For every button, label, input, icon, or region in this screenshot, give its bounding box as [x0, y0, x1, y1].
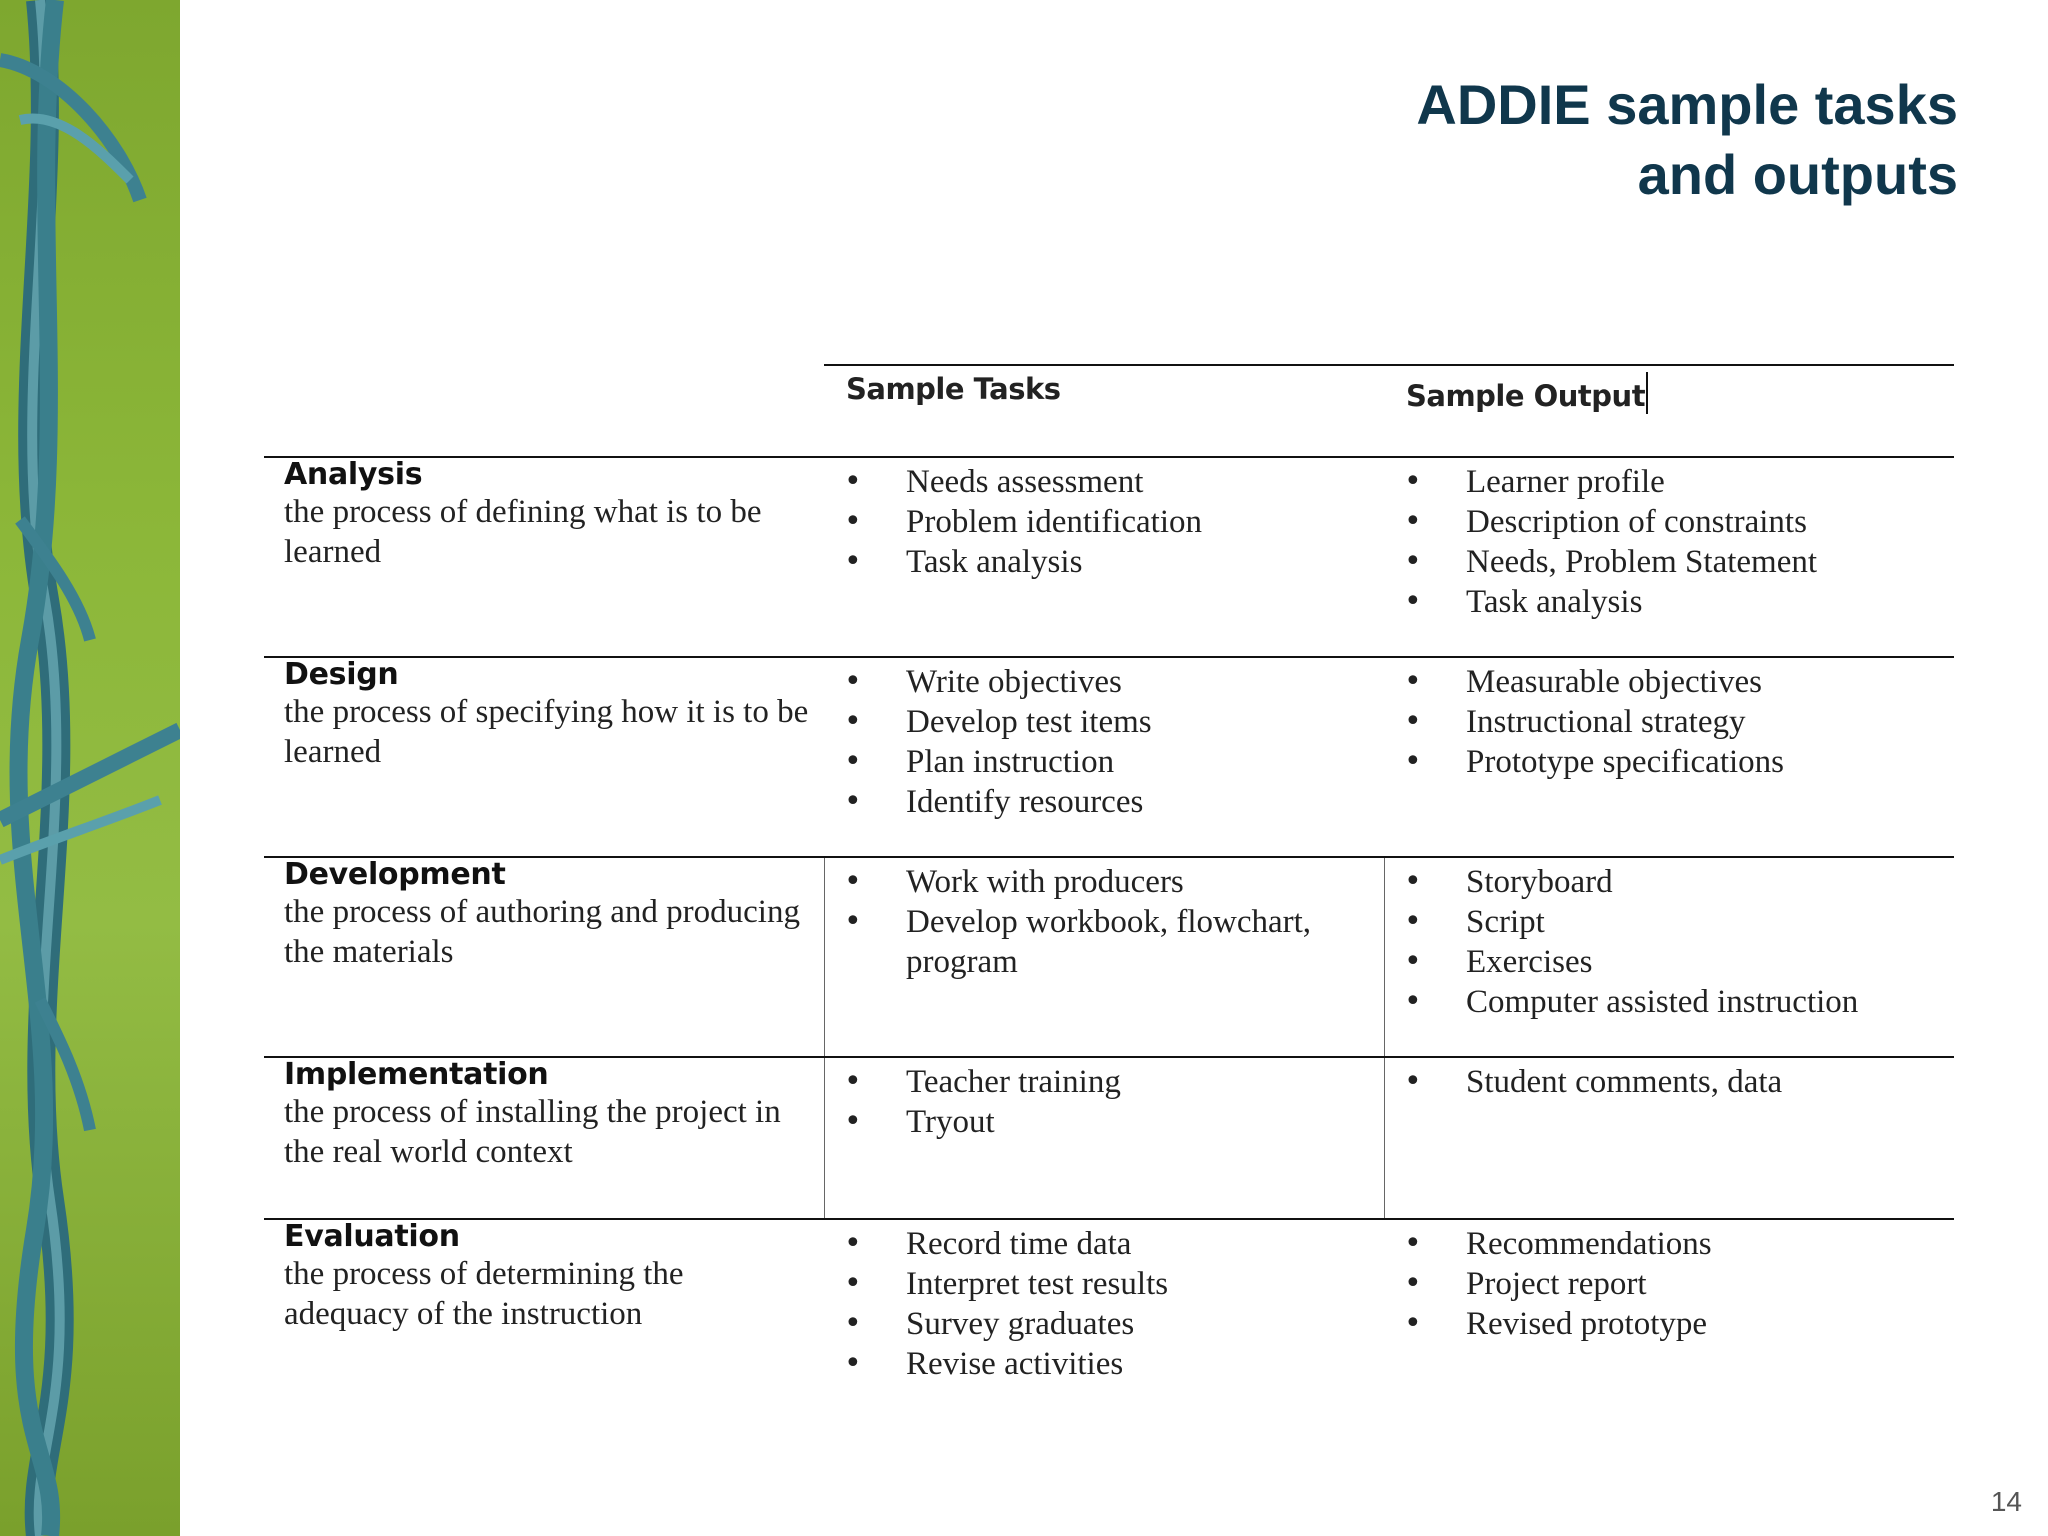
phase-name: Evaluation: [284, 1219, 460, 1254]
list-item: • Interpret test results: [844, 1264, 1384, 1304]
list-item: • Revised prototype: [1404, 1304, 1954, 1344]
table-row-analysis: [264, 456, 1954, 656]
slide-title: [1058, 70, 1958, 210]
outputs-list: [1404, 462, 1954, 622]
outputs-list: [1404, 662, 1954, 782]
column-divider: [824, 858, 825, 1056]
table-row-development: [264, 856, 1954, 1056]
table-row-design: [264, 656, 1954, 856]
text-cursor: [1646, 372, 1648, 414]
tasks-list: [844, 1062, 1384, 1142]
list-item: • Needs, Problem Statement: [1404, 542, 1954, 582]
list-item: • Identify resources: [844, 782, 1384, 822]
phase-description: the process of determining the adequacy of the instruction: [284, 1256, 684, 1332]
phase-name: Analysis: [284, 457, 423, 492]
list-item: • Storyboard: [1404, 862, 1954, 902]
list-item: • Develop workbook, flowchart, program: [844, 902, 1384, 982]
list-item: • Recommendations: [1404, 1224, 1954, 1264]
slide-title-line-2: and outputs: [1637, 143, 1958, 206]
page-number: 14: [1990, 1486, 2022, 1517]
list-item: • Instructional strategy: [1404, 702, 1954, 742]
table-row-evaluation: [264, 1218, 1954, 1400]
list-item: • Write objectives: [844, 662, 1384, 702]
list-item: • Record time data: [844, 1224, 1384, 1264]
slide-title-line-1: ADDIE sample tasks: [1416, 73, 1958, 136]
outputs-list: [1404, 1062, 1954, 1102]
phase-name: Development: [284, 857, 506, 892]
table-row-implementation: [264, 1056, 1954, 1218]
list-item: • Computer assisted instruction: [1404, 982, 1954, 1022]
list-item: • Learner profile: [1404, 462, 1954, 502]
list-item: • Teacher training: [844, 1062, 1384, 1102]
outputs-list: [1404, 1224, 1954, 1344]
list-item: • Problem identification: [844, 502, 1384, 542]
list-item: • Task analysis: [844, 542, 1384, 582]
phase-name: Design: [284, 657, 399, 692]
list-item: • Tryout: [844, 1102, 1384, 1142]
list-item: • Description of constraints: [1404, 502, 1954, 542]
tasks-list: [844, 662, 1384, 822]
list-item: • Task analysis: [1404, 582, 1954, 622]
phase-cell: [284, 858, 814, 972]
list-item: • Measurable objectives: [1404, 662, 1954, 702]
phase-cell: [284, 1058, 814, 1172]
list-item: • Needs assessment: [844, 462, 1384, 502]
column-divider: [1384, 1058, 1385, 1218]
header-sample-output: [1406, 372, 1648, 414]
header-sample-output-label: Sample Output: [1406, 379, 1646, 413]
phase-name: Implementation: [284, 1057, 549, 1092]
header-sample-tasks: Sample Tasks: [846, 372, 1061, 406]
phase-cell: [284, 658, 814, 772]
phase-description: the process of defining what is to be learned: [284, 494, 762, 570]
tasks-list: [844, 462, 1384, 582]
phase-description: the process of authoring and producing the materials: [284, 894, 800, 970]
list-item: • Plan instruction: [844, 742, 1384, 782]
list-item: • Revise activities: [844, 1344, 1384, 1384]
phase-description: the process of installing the project in the real world context: [284, 1094, 781, 1170]
barbed-wire-illustration: [0, 0, 180, 1536]
list-item: • Script: [1404, 902, 1954, 942]
list-item: • Prototype specifications: [1404, 742, 1954, 782]
list-item: • Work with producers: [844, 862, 1384, 902]
tasks-list: [844, 1224, 1384, 1384]
barbed-wire-photo: [0, 0, 180, 1536]
addie-table: [264, 364, 1954, 1400]
list-item: • Project report: [1404, 1264, 1954, 1304]
phase-cell: [284, 1220, 814, 1334]
list-item: • Student comments, data: [1404, 1062, 1954, 1102]
phase-cell: [284, 458, 814, 572]
column-divider: [824, 1058, 825, 1218]
table-header-row: [824, 364, 1954, 456]
outputs-list: [1404, 862, 1954, 1022]
phase-description: the process of specifying how it is to be learned: [284, 694, 809, 770]
list-item: • Develop test items: [844, 702, 1384, 742]
tasks-list: [844, 862, 1384, 982]
column-divider: [1384, 858, 1385, 1056]
list-item: • Survey graduates: [844, 1304, 1384, 1344]
list-item: • Exercises: [1404, 942, 1954, 982]
